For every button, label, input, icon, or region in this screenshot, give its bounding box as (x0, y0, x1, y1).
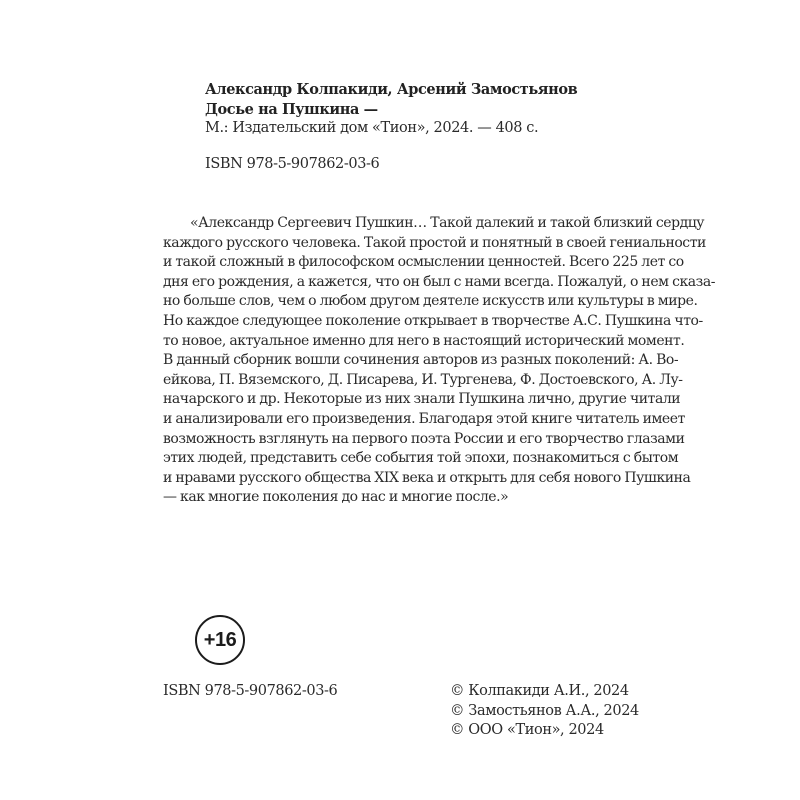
isbn-top: ISBN 978-5-907862-03-6 (205, 155, 380, 172)
annotation-line: этих людей, представить себе события той эпохи, познакомиться с бытом (163, 450, 679, 467)
book-title: Досье на Пушкина — (205, 100, 378, 118)
annotation-line: каждого русского человека. Такой простой и понятный в своей гениальности (163, 234, 706, 251)
annotation-line: Но каждое следующее поколение открывает в творчестве А.С. Пушкина что- (163, 312, 703, 329)
annotation-line: ейкова, П. Вяземского, Д. Писарева, И. Тургенева, Ф. Достоевского, А. Лу- (163, 371, 683, 388)
annotation-line: и анализировали его произведения. Благодаря этой книге читатель имеет (163, 410, 685, 427)
age-rating-icon: +16 (195, 615, 245, 665)
annotation-line: дня его рождения, а кажется, что он был с нами всегда. Пожалуй, о нем сказа- (163, 273, 716, 290)
isbn-bottom: ISBN 978-5-907862-03-6 (163, 683, 338, 699)
copyright-line: © Колпакиди А.И., 2024 (450, 683, 629, 699)
annotation-line: то новое, актуальное именно для него в настоящий исторический момент. (163, 332, 685, 349)
annotation-line: и нравами русского общества XIX века и открыть для себя нового Пушкина (163, 469, 691, 486)
copyright-line: © Замостьянов А.А., 2024 (450, 702, 639, 719)
annotation-line: В данный сборник вошли сочинения авторов из разных поколений: А. Во- (163, 352, 679, 369)
imprint: М.: Издательский дом «Тион», 2024. — 408 с. (205, 120, 539, 136)
annotation-line: возможность взглянуть на первого поэта России и его творчество глазами (163, 430, 685, 447)
annotation-line: и такой сложный в философском осмыслении ценностей. Всего 225 лет со (163, 254, 684, 271)
annotation-line: — как многие поколения до нас и многие после.» (163, 489, 509, 506)
annotation-line: «Александр Сергеевич Пушкин… Такой далекий и такой близкий сердцу (190, 215, 705, 231)
copyright-block (450, 682, 639, 741)
annotation-line: но больше слов, чем о любом другом деятеле искусств или культуры в мире. (163, 293, 698, 310)
annotation-line: начарского и др. Некоторые из них знали Пушкина лично, другие читали (163, 391, 681, 408)
authors: Александр Колпакиди, Арсений Замостьянов (205, 81, 578, 98)
annotation-paragraph (163, 214, 716, 508)
copyright-line: © ООО «Тион», 2024 (450, 722, 604, 738)
bibliographic-record (205, 80, 625, 174)
